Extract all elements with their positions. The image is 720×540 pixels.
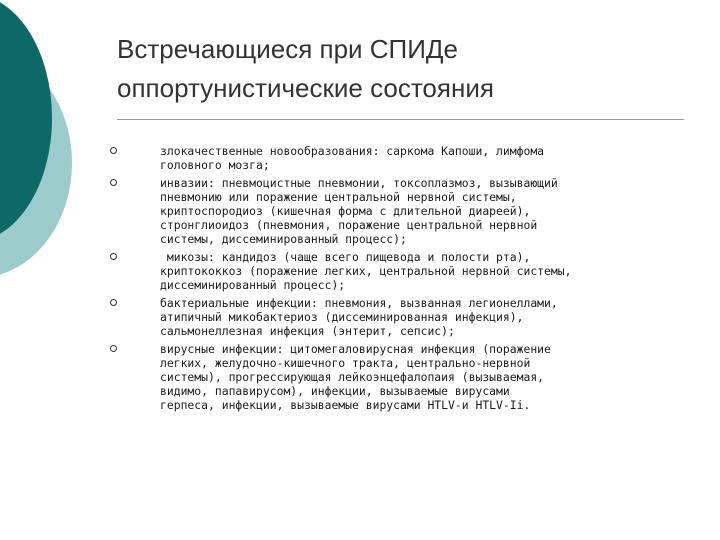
bullet-text-line: инвазии: пневмоцистные пневмонии, токсоплазмоз, вызывающий xyxy=(160,176,558,190)
bullet-text-line: сальмонеллезная инфекция (энтерит, сепсис); xyxy=(160,324,455,338)
bullet-text-line: системы, диссеминированный процесс); xyxy=(160,232,407,246)
bullet-text-line: вирусные инфекции: цитомегаловирусная инфекция (поражение xyxy=(160,342,551,356)
hollow-circle-bullet-icon xyxy=(110,147,117,154)
bullet-item xyxy=(110,342,710,412)
bullet-item xyxy=(110,296,710,338)
bullet-text-line: диссеминированный процесс); xyxy=(160,278,346,292)
bullet-text-line: криптоспородиоз (кишечная форма с длительной диареей), xyxy=(160,204,531,218)
bullet-text-line: стронглиоидоз (пневмония, поражение центральной нервной xyxy=(160,218,538,232)
slide-title-line: Встречающиеся при СПИДе xyxy=(117,34,458,64)
slide-title xyxy=(117,30,697,108)
bullet-text-line: криптококкоз (поражение легких, центральной нервной системы, xyxy=(160,264,572,278)
slide-title-line: оппортунистические состояния xyxy=(117,73,494,103)
bullet-list xyxy=(110,144,710,412)
bullet-text-line: микозы: кандидоз (чаще всего пищевода и полости рта), xyxy=(160,250,531,264)
hollow-circle-bullet-icon xyxy=(110,345,117,352)
bullet-text-line: легких, желудочно-кишечного тракта, центрально-нервной xyxy=(160,356,531,370)
bullet-item xyxy=(110,176,710,246)
bullet-text-line: бактериальные инфекции: пневмония, вызванная легионеллами, xyxy=(160,296,558,310)
hollow-circle-bullet-icon xyxy=(110,179,117,186)
bullet-item xyxy=(110,144,710,172)
hollow-circle-bullet-icon xyxy=(110,253,117,260)
title-divider xyxy=(117,119,684,120)
bullet-item xyxy=(110,250,710,292)
hollow-circle-bullet-icon xyxy=(110,299,117,306)
bullet-text-line: головного мозга; xyxy=(160,158,270,172)
bullet-text-line: герпеса, инфекции, вызываемые вирусами HTLV-и HTLV-Ii. xyxy=(160,398,531,412)
bullet-text-line: атипичный микобактериоз (диссеминированная инфекция), xyxy=(160,310,524,324)
slide-decoration xyxy=(0,0,120,300)
bullet-text-line: видимо, папавирусом), инфекции, вызываемые вирусами xyxy=(160,384,510,398)
bullet-text-line: пневмонию или поражение центральной нервной системы, xyxy=(160,190,517,204)
bullet-text-line: злокачественные новообразования: саркома Капоши, лимфома xyxy=(160,144,545,158)
bullet-text-line: системы), прогрессирующая лейкоэнцефалопаия (вызываемая, xyxy=(160,370,545,384)
